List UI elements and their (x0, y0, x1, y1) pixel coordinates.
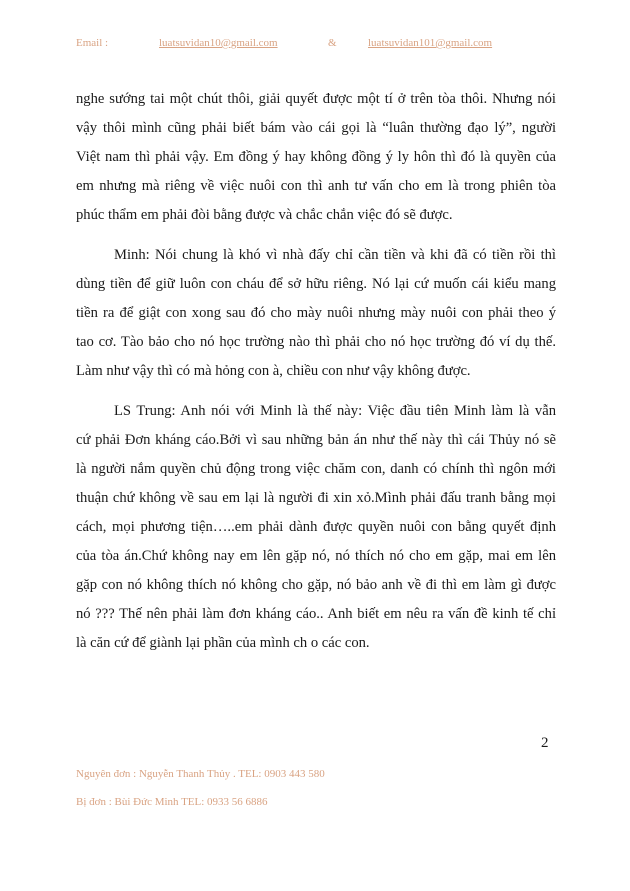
text-line: nó ??? Thế nên phải làm đơn kháng cáo.. Anh biết em nêu ra vấn đề kinh tế chỉ (76, 606, 556, 622)
text-line: nghe sướng tai một chút thôi, giải quyết được một tí ở trên tòa thôi. Nhưng nói (76, 91, 556, 107)
text-line: thuận chứ không về sau em lại là người đi xin xỏ.Mình phải đấu tranh bằng mọi (76, 490, 556, 506)
text-line: Làm như vậy thì có mà hỏng con à, chiều con như vậy không được. (76, 363, 471, 379)
paragraph-2 (76, 241, 556, 386)
text-line: cách, mọi phương tiện…..em phải dành được quyền nuôi con bằng quyết định (76, 519, 556, 535)
email-link-1[interactable]: luatsuvidan10@gmail.com (159, 37, 278, 49)
text-line: tiền ra để giật con xong sau đó cho mày nuôi nhưng mày nuôi con phải theo ý (76, 305, 556, 321)
text-line: Việt nam thì phải vậy. Em đồng ý hay không đồng ý ly hôn thì đó là quyền của (76, 149, 556, 165)
document-body (76, 85, 556, 669)
text-line: phúc thẩm em phải đòi bằng được và chắc chắn việc đó sẽ được. (76, 207, 453, 223)
email-link-2[interactable]: luatsuvidan101@gmail.com (368, 37, 493, 49)
paragraph-3 (76, 397, 556, 658)
email-separator: & (328, 37, 337, 49)
page-header (76, 37, 576, 55)
email-label: Email : (76, 37, 109, 49)
text-line: Minh: Nói chung là khó vì nhà đấy chỉ cần tiền và khi đã có tiền rồi thì (114, 247, 556, 263)
text-line: dùng tiền để giữ luôn con cháu để sở hữu riêng. Nó lại cứ muốn cái kiểu mang (76, 276, 556, 292)
text-line: là căn cứ để giành lại phần của mình ch o các con. (76, 635, 370, 651)
paragraph-1 (76, 85, 556, 230)
text-line: gặp con nó không thích nó không cho gặp, nó bảo anh về đi thì em làm gì được (76, 577, 556, 593)
footer-plaintiff: Nguyên đơn : Nguyễn Thanh Thủy . TEL: 0903 443 580 (76, 768, 325, 780)
text-line: cứ phải Đơn kháng cáo.Bởi vì sau những bản án như thế này thì cái Thủy nó sẽ (76, 432, 556, 448)
text-line: tao cơ. Tào bảo cho nó học trường nào thì phải cho nó học trường đó ví dụ thế. (76, 334, 556, 350)
text-line: vậy thôi mình cũng phải biết bám vào cái gọi là “luân thường đạo lý”, người (76, 120, 556, 136)
page-number: 2 (541, 735, 549, 751)
text-line: em nhưng mà riêng về việc nuôi con thì anh tư vấn cho em là trong phiên tòa (76, 178, 556, 194)
footer-defendant: Bị đơn : Bùi Đức Minh TEL: 0933 56 6886 (76, 796, 268, 808)
text-line: là người nắm quyền chủ động trong việc chăm con, danh có chính thì ngôn mới (76, 461, 556, 477)
text-line: của tòa án.Chứ không nay em lên gặp nó, nó thích nó cho em gặp, mai em lên (76, 548, 556, 564)
text-line: LS Trung: Anh nói với Minh là thế này: Việc đầu tiên Minh làm là vẫn (114, 403, 556, 419)
